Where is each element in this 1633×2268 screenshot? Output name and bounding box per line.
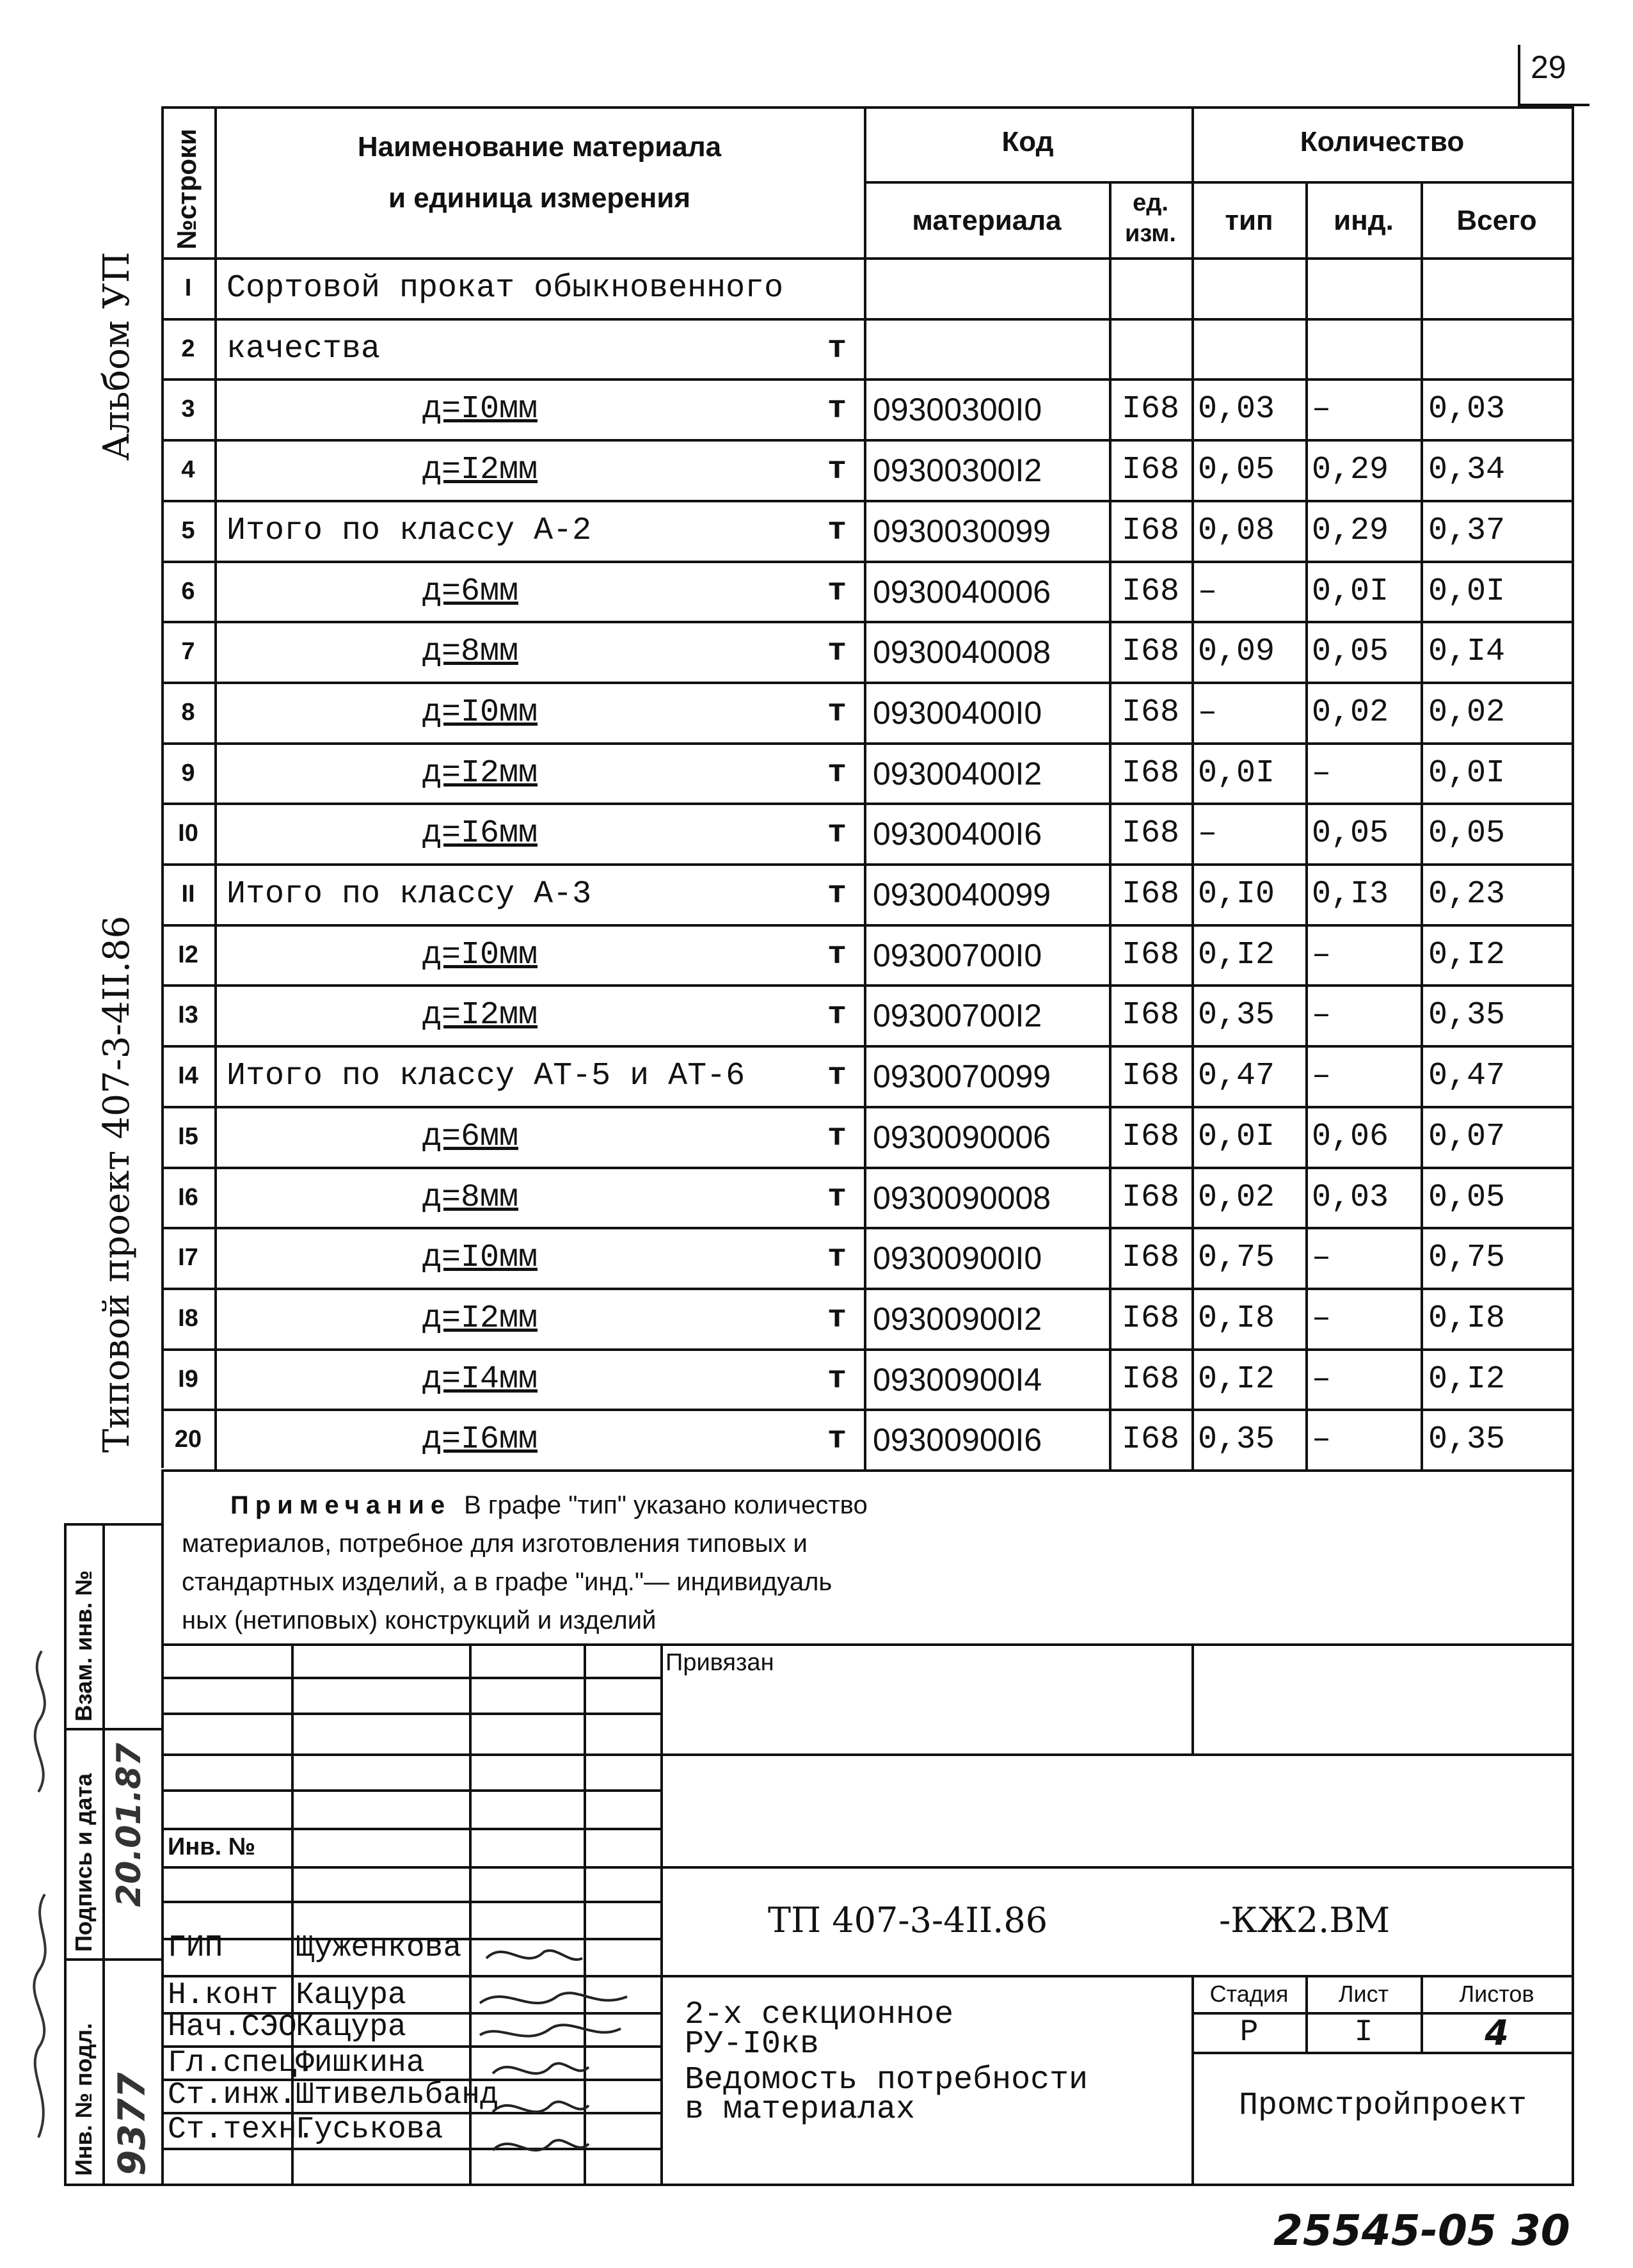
header-row-no: №строки: [171, 129, 202, 250]
material-name: д=I2мм: [422, 997, 538, 1034]
note-line2: материалов, потребное для изготовления типовых и: [182, 1529, 808, 1558]
qty-type: 0,I0: [1198, 876, 1275, 913]
qty-total: 0,35: [1428, 1421, 1506, 1458]
unit-symbol: т: [827, 1119, 847, 1155]
row-number: I0: [178, 820, 198, 847]
stage-value: Р: [1239, 2015, 1259, 2050]
qty-ind: 0,29: [1312, 452, 1389, 488]
title-line4: в материалах: [685, 2091, 916, 2128]
material-name: Итого по классу А-3: [227, 876, 592, 913]
signer-name: Кацура: [296, 2010, 406, 2045]
unit-code: I68: [1121, 876, 1179, 913]
unit-symbol: т: [827, 452, 847, 488]
material-name: д=I6мм: [422, 1421, 538, 1458]
qty-type: –: [1198, 694, 1218, 731]
qty-type: 0,35: [1198, 997, 1275, 1034]
row-number: 2: [181, 335, 195, 362]
qty-type: 0,09: [1198, 634, 1275, 670]
qty-total: 0,05: [1428, 1179, 1506, 1216]
material-name: д=I6мм: [422, 815, 538, 852]
unit-symbol: т: [827, 391, 847, 427]
page-number-divider: [1518, 45, 1520, 104]
qty-type: 0,02: [1198, 1179, 1275, 1216]
material-code: [873, 321, 1107, 378]
header-code: Код: [1001, 126, 1054, 157]
signer-role: Н.конт: [168, 1978, 278, 2013]
row-number: II: [181, 881, 195, 907]
qty-total: 0,03: [1428, 391, 1506, 427]
unit-code: I68: [1121, 634, 1179, 670]
unit-code: I68: [1121, 1240, 1179, 1276]
qty-type: [1198, 260, 1304, 317]
unit-symbol: т: [827, 331, 847, 367]
material-name: д=I4мм: [422, 1361, 538, 1398]
qty-total: 0,0I: [1428, 573, 1506, 610]
unit-symbol: т: [827, 1240, 847, 1276]
signer-role: Гл.спец.: [168, 2046, 315, 2080]
signer-role: ГИП: [168, 1931, 223, 1965]
signer-role: Ст.инж.: [168, 2078, 297, 2112]
material-code: 0930090006: [873, 1119, 1051, 1155]
unit-symbol: т: [827, 1300, 847, 1337]
privyazan-label: Привязан: [665, 1649, 774, 1676]
header-type: тип: [1225, 205, 1273, 236]
unit-symbol: т: [827, 937, 847, 973]
material-code: 0930040099: [873, 876, 1051, 913]
material-code: 09300400I2: [873, 755, 1042, 792]
unit-code: I68: [1121, 452, 1179, 488]
note-line1: В графе "тип" указано количество: [464, 1490, 868, 1519]
header-material: материала: [912, 205, 1062, 236]
row-number: I2: [178, 941, 198, 968]
material-name: Итого по классу АТ-5 и АТ-6: [227, 1058, 745, 1094]
unit-code: I68: [1121, 815, 1179, 852]
inv-no-label: Инв. №: [168, 1833, 256, 1860]
unit-code: I68: [1121, 997, 1179, 1034]
row-number: 3: [181, 395, 195, 422]
material-code: 09300300I2: [873, 452, 1042, 488]
row-number: 5: [181, 517, 195, 544]
row-number: I5: [178, 1123, 198, 1150]
signer-name: Фишкина: [296, 2046, 425, 2080]
unit-code: I68: [1121, 1421, 1179, 1458]
material-name: д=I2мм: [422, 1300, 538, 1337]
material-code: 09300900I6: [873, 1421, 1042, 1458]
material-code: 09300300I0: [873, 391, 1042, 427]
material-name: д=I0мм: [422, 694, 538, 731]
material-name: д=I0мм: [422, 391, 538, 427]
signer-name: Щуженкова: [296, 1931, 462, 1965]
qty-type: 0,35: [1198, 1421, 1275, 1458]
qty-total: [1428, 321, 1570, 378]
unit-code: I68: [1121, 1179, 1179, 1216]
qty-total: 0,I2: [1428, 937, 1506, 973]
qty-ind: 0,05: [1312, 634, 1389, 670]
qty-total: 0,35: [1428, 997, 1506, 1034]
qty-total: 0,05: [1428, 815, 1506, 852]
qty-ind: –: [1312, 937, 1332, 973]
bottom-registration-number: 25545-05 30: [1273, 2205, 1570, 2255]
sheet-value: I: [1354, 2015, 1373, 2050]
qty-type: –: [1198, 815, 1218, 852]
signer-role: Нач.СЭО: [168, 2010, 297, 2045]
qty-ind: 0,03: [1312, 1179, 1389, 1216]
row-number: 9: [181, 760, 195, 787]
qty-ind: [1312, 260, 1419, 317]
sheet-label: Лист: [1338, 1981, 1389, 2007]
material-code: 09300700I0: [873, 937, 1042, 973]
qty-type: 0,0I: [1198, 755, 1275, 792]
vzam-inv-label: Взам. инв. №: [70, 1570, 97, 1721]
row-number: I8: [178, 1305, 198, 1332]
qty-total: 0,23: [1428, 876, 1506, 913]
qty-total: 0,07: [1428, 1119, 1506, 1155]
qty-total: 0,75: [1428, 1240, 1506, 1276]
row-number: I6: [178, 1184, 198, 1211]
material-name: Сортовой прокат обыкновенного: [227, 270, 784, 307]
unit-code: I68: [1121, 694, 1179, 731]
qty-type: 0,I2: [1198, 937, 1275, 973]
qty-total: 0,I4: [1428, 634, 1506, 670]
material-name: качества: [227, 331, 381, 367]
sheets-value: 4: [1485, 2012, 1509, 2053]
material-code: 0930030099: [873, 513, 1051, 549]
qty-ind: 0,06: [1312, 1119, 1389, 1155]
sign-date-label: Подпись и дата: [70, 1773, 97, 1952]
material-code: 0930070099: [873, 1058, 1051, 1094]
qty-type: [1198, 321, 1304, 378]
qty-ind: –: [1312, 1361, 1332, 1398]
material-name: Итого по классу А-2: [227, 513, 592, 549]
qty-type: 0,08: [1198, 513, 1275, 549]
sheets-label: Листов: [1459, 1981, 1534, 2007]
margin-signature-scribble: [19, 1638, 64, 2176]
unit-code: I68: [1121, 937, 1179, 973]
row-number: I4: [178, 1062, 198, 1089]
material-name: д=I2мм: [422, 452, 538, 488]
row-number: 4: [181, 456, 195, 483]
qty-total: 0,37: [1428, 513, 1506, 549]
qty-ind: –: [1312, 997, 1332, 1034]
material-name: д=I2мм: [422, 755, 538, 792]
material-name: д=6мм: [422, 573, 519, 610]
qty-ind: –: [1312, 391, 1332, 427]
note-label: Примечание: [230, 1490, 452, 1519]
unit-code: I68: [1121, 391, 1179, 427]
qty-total: 0,02: [1428, 694, 1506, 731]
qty-ind: –: [1312, 1300, 1332, 1337]
material-code: 0930090008: [873, 1179, 1051, 1216]
qty-total: 0,I2: [1428, 1361, 1506, 1398]
qty-ind: –: [1312, 1058, 1332, 1094]
row-number: I: [184, 275, 192, 301]
qty-total: 0,34: [1428, 452, 1506, 488]
qty-type: 0,03: [1198, 391, 1275, 427]
material-name: д=I0мм: [422, 1240, 538, 1276]
material-code: 0930040008: [873, 634, 1051, 670]
note-line4: ных (нетиповых) конструкций и изделий: [182, 1606, 657, 1634]
material-code: 09300900I4: [873, 1361, 1042, 1398]
unit-symbol: т: [827, 1058, 847, 1094]
unit-code: I68: [1121, 1058, 1179, 1094]
unit-symbol: т: [827, 1361, 847, 1398]
album-label: Альбом УП: [96, 252, 138, 461]
qty-ind: –: [1312, 1421, 1332, 1458]
header-ind: инд.: [1334, 205, 1394, 236]
row-number: 8: [181, 699, 195, 726]
inv-podl-value: 9377: [110, 2072, 154, 2176]
unit-symbol: т: [827, 876, 847, 913]
qty-ind: 0,0I: [1312, 573, 1389, 610]
qty-ind: –: [1312, 755, 1332, 792]
project-label: Типовой проект 407-3-4II.86: [96, 915, 138, 1453]
header-total: Всего: [1456, 205, 1537, 236]
signer-name: Штивельбанд: [296, 2078, 498, 2112]
inv-podl-label: Инв. № подл.: [70, 2023, 97, 2176]
material-code: 09300900I2: [873, 1300, 1042, 1337]
title-line2: РУ-I0кв: [685, 2025, 820, 2063]
qty-ind: 0,29: [1312, 513, 1389, 549]
header-unit-line1: ед.: [1133, 189, 1168, 216]
unit-symbol: т: [827, 815, 847, 852]
row-number: 7: [181, 638, 195, 665]
unit-symbol: [813, 260, 861, 317]
unit-code: I68: [1121, 1300, 1179, 1337]
qty-type: –: [1198, 573, 1218, 610]
qty-total: [1428, 260, 1570, 317]
row-number: I3: [178, 1002, 198, 1028]
note-line3: стандартных изделий, а в графе "инд."— индивидуаль: [182, 1567, 832, 1596]
unit-symbol: т: [827, 513, 847, 549]
header-name-line1: Наименование материала: [357, 131, 722, 163]
header-name-line2: и единица измерения: [388, 182, 691, 214]
unit-symbol: т: [827, 694, 847, 731]
doc-mark: -КЖ2.ВМ: [1219, 1899, 1390, 1940]
unit-symbol: т: [827, 1179, 847, 1216]
unit-symbol: т: [827, 1421, 847, 1458]
title-line3: Ведомость потребности: [685, 2061, 1088, 2098]
qty-total: 0,47: [1428, 1058, 1506, 1094]
material-name: д=8мм: [422, 1179, 519, 1216]
header-unit-line2: изм.: [1125, 220, 1176, 247]
qty-type: 0,I8: [1198, 1300, 1275, 1337]
row-number: I9: [178, 1366, 198, 1393]
qty-type: 0,47: [1198, 1058, 1275, 1094]
unit-symbol: т: [827, 634, 847, 670]
qty-total: 0,I8: [1428, 1300, 1506, 1337]
qty-type: 0,I2: [1198, 1361, 1275, 1398]
qty-type: 0,0I: [1198, 1119, 1275, 1155]
qty-ind: [1312, 321, 1419, 378]
qty-total: 0,0I: [1428, 755, 1506, 792]
organization-name: Промстройпроект: [1238, 2087, 1527, 2124]
unit-code: [1111, 321, 1190, 378]
header-quantity: Количество: [1300, 126, 1465, 157]
signer-name: Кацура: [296, 1978, 406, 2013]
qty-type: 0,75: [1198, 1240, 1275, 1276]
unit-code: I68: [1121, 573, 1179, 610]
material-code: 09300400I6: [873, 815, 1042, 852]
stage-label: Стадия: [1209, 1981, 1289, 2007]
unit-code: I68: [1121, 513, 1179, 549]
row-number: I7: [178, 1244, 198, 1271]
material-name: д=6мм: [422, 1119, 519, 1155]
unit-code: I68: [1121, 1361, 1179, 1398]
signer-role: Ст.техн.: [168, 2112, 315, 2147]
unit-symbol: т: [827, 755, 847, 792]
material-code: 0930040006: [873, 573, 1051, 610]
row-number: 6: [181, 578, 195, 605]
material-code: 09300700I2: [873, 997, 1042, 1034]
qty-ind: –: [1312, 1240, 1332, 1276]
unit-symbol: т: [827, 997, 847, 1034]
qty-ind: 0,05: [1312, 815, 1389, 852]
title-line1: 2-х секционное: [685, 1996, 954, 2033]
sign-date-value: 20.01.87: [110, 1743, 148, 1907]
qty-type: 0,05: [1198, 452, 1275, 488]
unit-code: I68: [1121, 1119, 1179, 1155]
signature-marks: [467, 1933, 672, 2176]
qty-ind: 0,I3: [1312, 876, 1389, 913]
signer-name: Гуськова: [296, 2112, 443, 2147]
material-code: [873, 260, 1107, 317]
material-code: 09300400I0: [873, 694, 1042, 731]
material-name: д=8мм: [422, 634, 519, 670]
unit-code: [1111, 260, 1190, 317]
page-number: 29: [1531, 49, 1566, 85]
qty-ind: 0,02: [1312, 694, 1389, 731]
unit-code: I68: [1121, 755, 1179, 792]
unit-symbol: т: [827, 573, 847, 610]
material-code: 09300900I0: [873, 1240, 1042, 1276]
row-number: 20: [174, 1426, 202, 1453]
material-name: д=I0мм: [422, 937, 538, 973]
doc-code: ТП 407-3-4II.86: [768, 1899, 1048, 1940]
